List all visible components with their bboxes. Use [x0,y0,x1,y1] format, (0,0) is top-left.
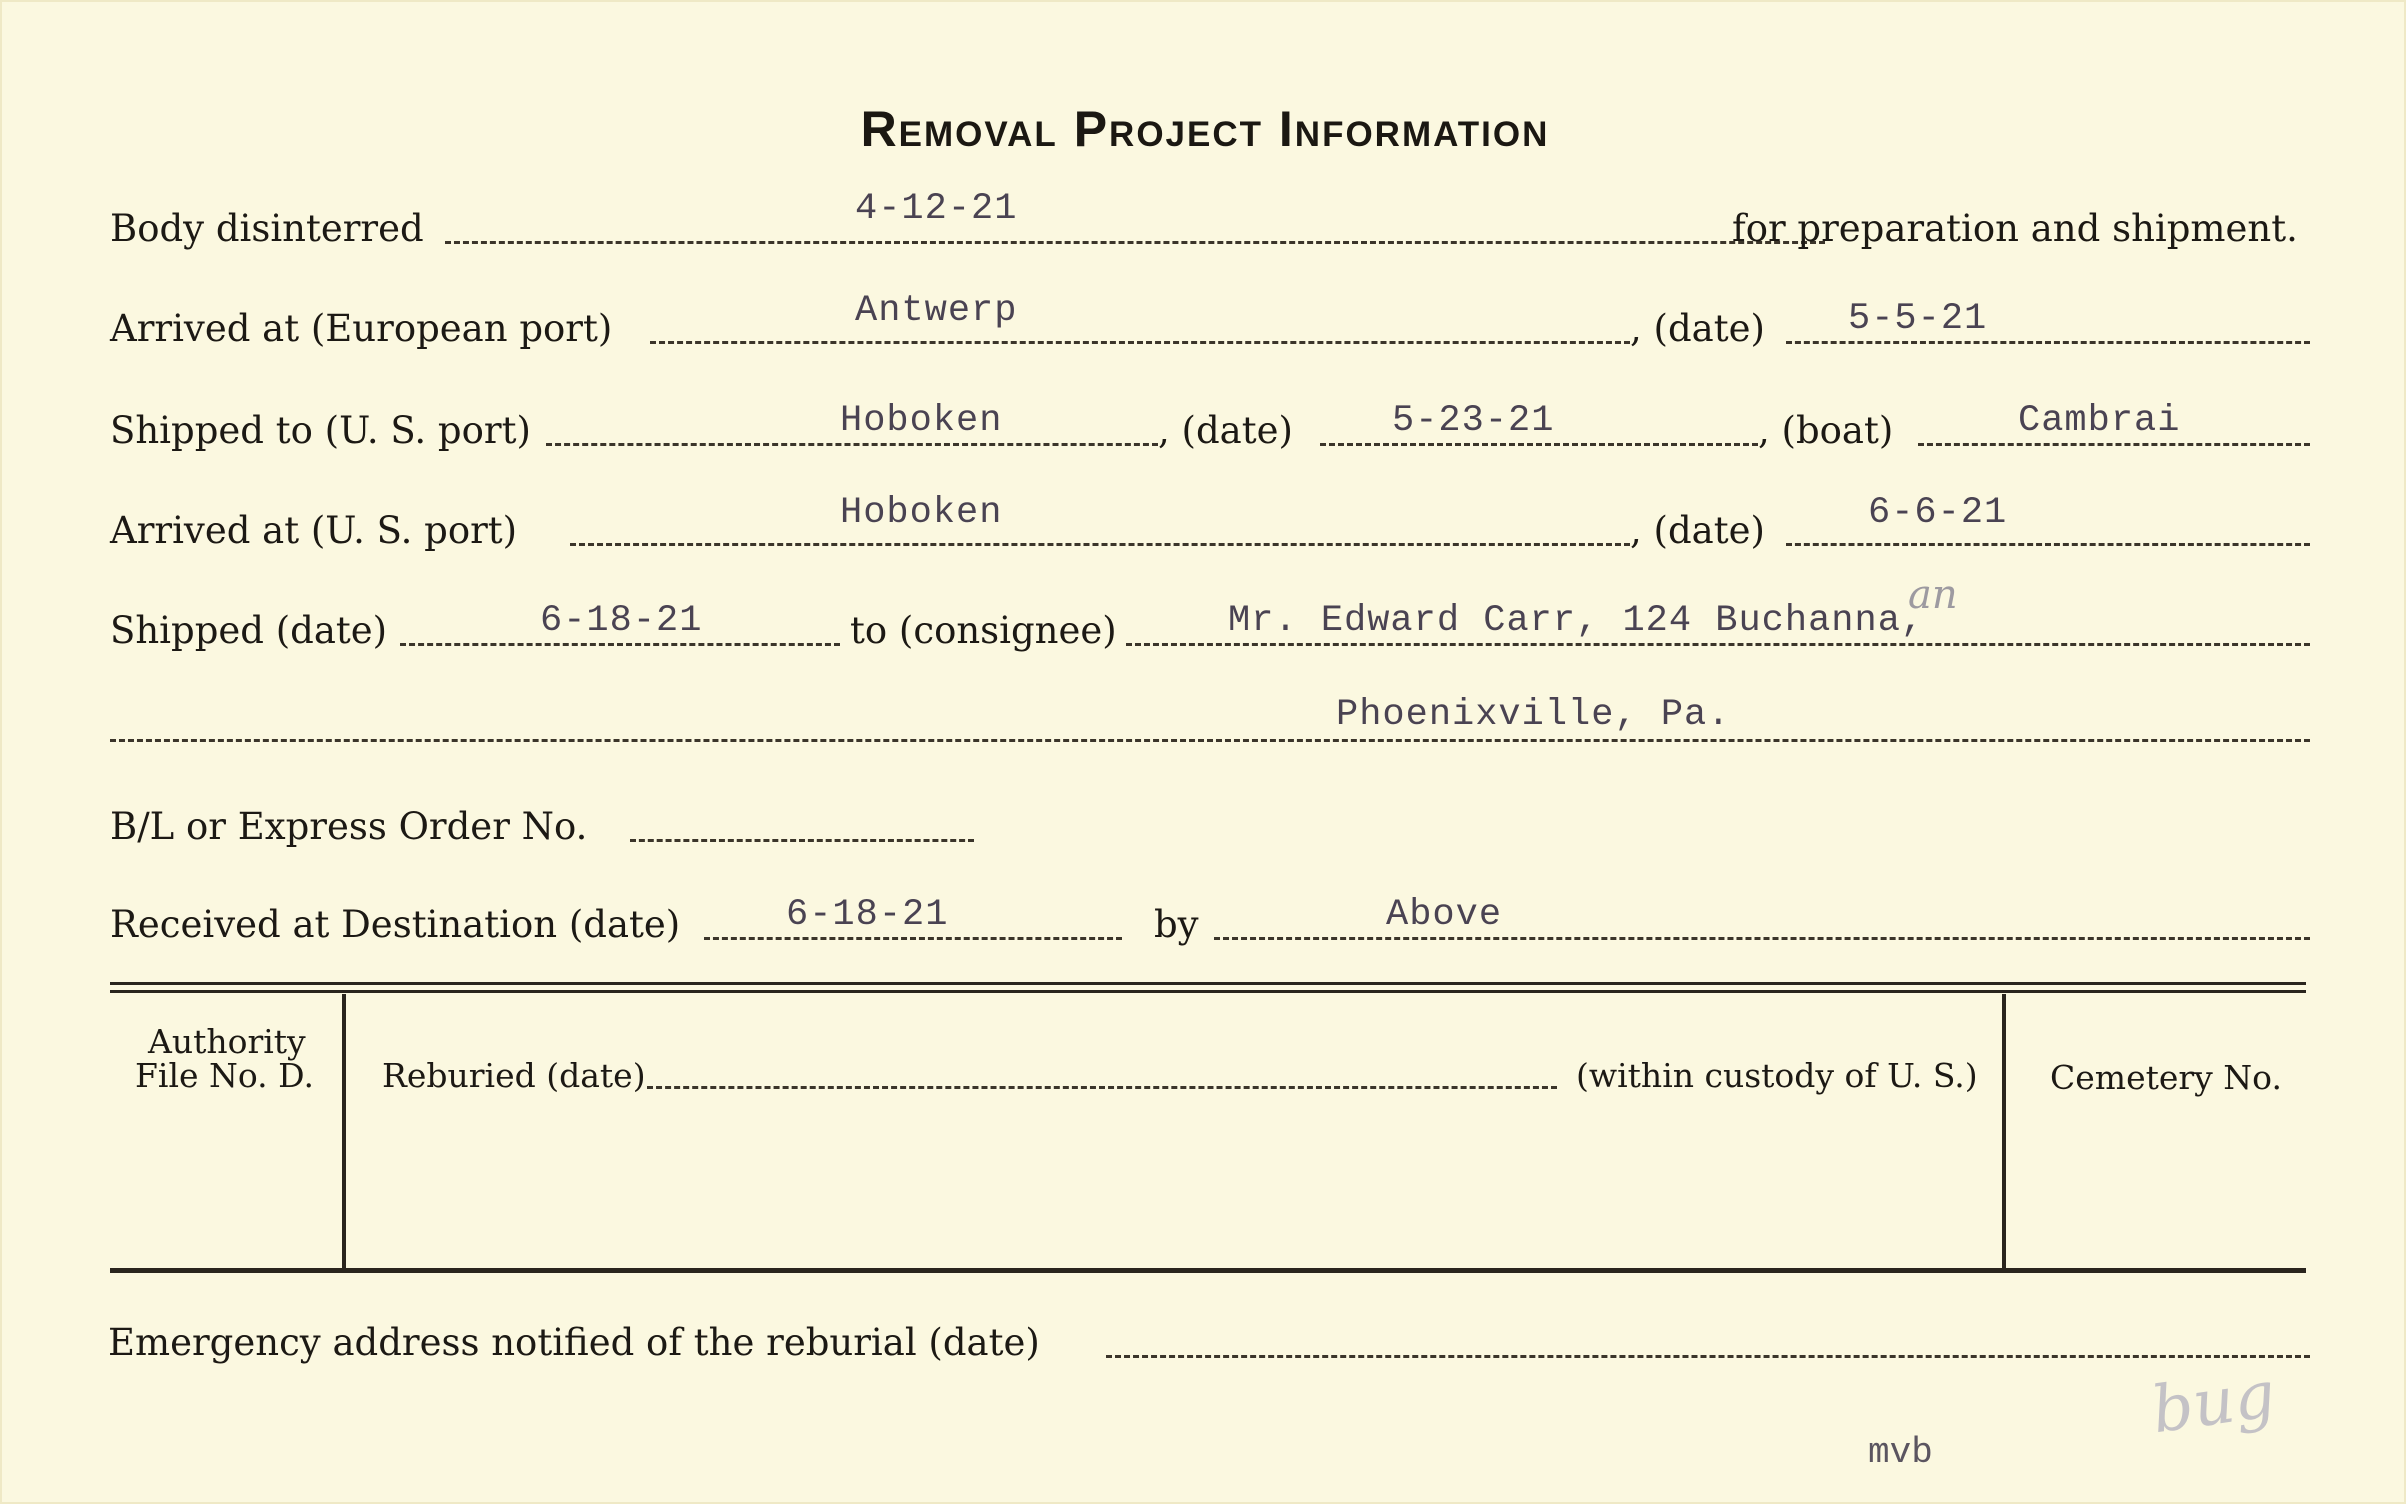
european-port-date: 5-5-21 [1848,298,1988,340]
box-top-rule-1 [110,982,2306,985]
row-shipped-us [110,400,2306,460]
consignee-label: to (consignee) [850,609,1117,652]
box-divider-left [342,994,346,1268]
row-received [110,894,2306,954]
shipped-date-line [400,643,840,646]
european-port-date-line [1786,341,2310,344]
received-date-line [704,937,1122,940]
arrived-us-date-label: , (date) [1630,509,1765,552]
card-title: Removal Project Information [860,101,1550,157]
consignee-correction: an [1908,572,1958,618]
authority-line1: Authority [148,1022,306,1061]
row-bl [110,796,2306,856]
disinterred-label: Body disinterred [110,207,424,250]
row-disinterred [110,188,2306,258]
disinterred-value: 4-12-21 [855,188,1018,230]
reburied-label: Reburied (date) [382,1056,646,1095]
box-bottom-rule [110,1268,2306,1273]
arrived-us-line [570,543,1630,546]
row-consignee-line2 [110,696,2306,756]
received-label: Received at Destination (date) [110,903,681,946]
disinterred-line [445,241,1825,244]
arrived-us-date-line [1786,543,2310,546]
consignee-line2-value: Phoenixville, Pa. [1336,694,1731,736]
authority-line2: File No. D. [135,1056,314,1095]
cemetery-label: Cemetery No. [2050,1058,2282,1097]
handwritten-signature: bug [2147,1357,2280,1449]
shipped-us-date: 5-23-21 [1392,400,1555,442]
shipped-us-boat: Cambrai [2018,400,2181,442]
european-port-date-label: , (date) [1630,307,1765,350]
row-shipped [110,572,2306,660]
bl-line [630,839,974,842]
european-port-value: Antwerp [855,290,1018,332]
emergency-line [1106,1355,2310,1358]
custody-label: (within custody of U. S.) [1576,1056,1978,1095]
consignee-value: Mr. Edward Carr, 124 Buchanna, [1228,600,1925,642]
arrived-us-value: Hoboken [840,492,1003,534]
shipped-us-label: Shipped to (U. S. port) [110,409,531,452]
received-date: 6-18-21 [786,894,949,936]
shipped-us-date-label: , (date) [1158,409,1293,452]
shipped-label: Shipped (date) [110,609,388,652]
shipped-us-line [546,443,1158,446]
bl-label: B/L or Express Order No. [110,805,588,848]
disinterred-suffix: for preparation and shipment. [1732,207,2298,250]
arrived-us-date: 6-6-21 [1868,492,2008,534]
shipped-us-boat-line [1918,443,2310,446]
row-emergency [110,1312,2306,1372]
shipped-us-date-line [1320,443,1758,446]
received-by-label: by [1154,903,1199,946]
box-top-rule-2 [110,990,2306,993]
box-divider-right [2002,994,2006,1270]
shipped-date: 6-18-21 [540,600,703,642]
received-by: Above [1386,894,1503,936]
arrived-us-label: Arrived at (U. S. port) [110,509,518,552]
consignee-line2-line [110,739,2310,742]
received-by-line [1214,937,2310,940]
emergency-label: Emergency address notified of the reburial (date) [108,1321,1040,1364]
row-arrived-us [110,492,2306,560]
european-port-line [650,341,1630,344]
european-port-label: Arrived at (European port) [110,307,613,350]
typed-initials: mvb [1868,1432,1933,1473]
shipped-us-value: Hoboken [840,400,1003,442]
row-european-port [110,290,2306,358]
reburied-line [647,1086,1557,1089]
consignee-line [1126,643,2310,646]
shipped-us-boat-label: , (boat) [1758,409,1894,452]
